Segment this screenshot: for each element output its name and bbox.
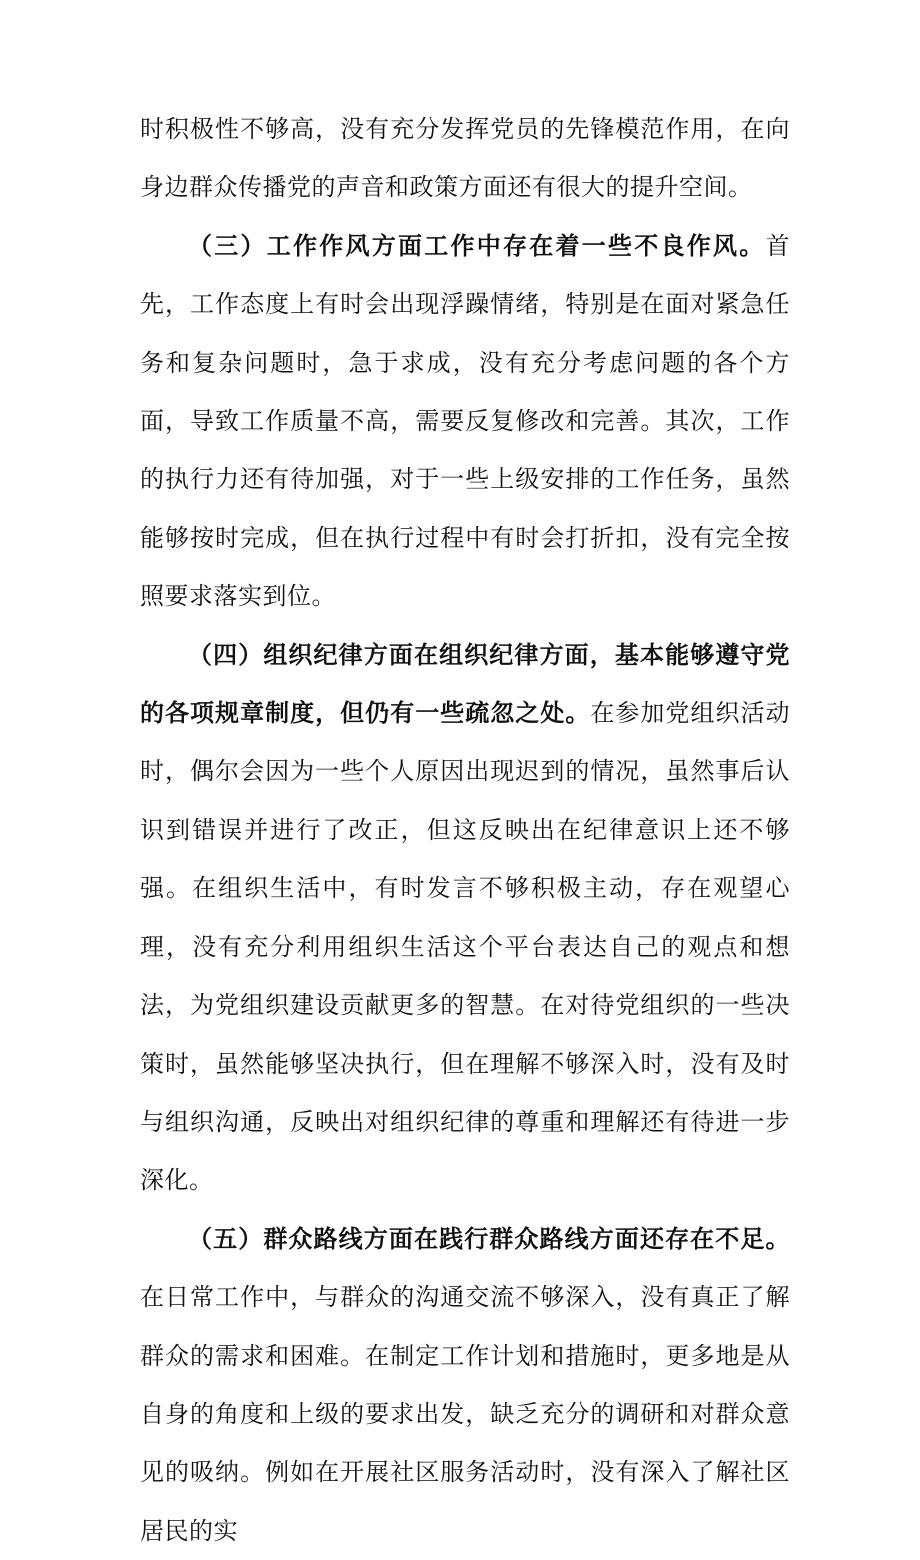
- document-body: [140, 100, 790, 1560]
- paragraph-text: 在日常工作中，与群众的沟通交流不够深入，没有真正了解群众的需求和困难。在制定工作计划和措施时，更多地是从自身的角度和上级的要求出发，缺乏充分的调研和对群众意见的吸纳。例如在开展社区服务活动时，没有深入了解社区居民的实: [140, 1283, 790, 1545]
- paragraph-continuation: [140, 100, 790, 217]
- paragraph-text: 在参加党组织活动时，偶尔会因为一些个人原因出现迟到的情况，虽然事后认识到错误并进行了改正，但这反映出在纪律意识上还不够强。在组织生活中，有时发言不够积极主动，存在观望心理，没有充分利用组织生活这个平台表达自己的观点和想法，为党组织建设贡献更多的智慧。在对待党组织的一些决策时，虽然能够坚决执行，但在理解不够深入时，没有及时与组织沟通，反映出对组织纪律的尊重和理解还有待进一步深化。: [140, 699, 790, 1195]
- paragraph-work-style: [140, 217, 790, 626]
- section-heading-discipline: （四）组织纪律方面在组织纪律方面，基本能够遵守党的各项规章制度，但仍有一些疏忽之处。: [140, 640, 790, 728]
- paragraph-discipline: [140, 626, 790, 1210]
- paragraph-text: 首先，工作态度上有时会出现浮躁情绪，特别是在面对紧急任务和复杂问题时，急于求成，没有充分考虑问题的各个方面，导致工作质量不高，需要反复修改和完善。其次，工作的执行力还有待加强，对于一些上级安排的工作任务，虽然能够按时完成，但在执行过程中有时会打折扣，没有完全按照要求落实到位。: [140, 231, 790, 611]
- paragraph-text: 时积极性不够高，没有充分发挥党员的先锋模范作用，在向身边群众传播党的声音和政策方面还有很大的提升空间。: [140, 115, 790, 202]
- section-heading-work-style: （三）工作作风方面工作中存在着一些不良作风。: [188, 231, 766, 260]
- paragraph-mass-line: [140, 1210, 790, 1560]
- section-heading-mass-line: （五）群众路线方面在践行群众路线方面还存在不足。: [188, 1224, 790, 1253]
